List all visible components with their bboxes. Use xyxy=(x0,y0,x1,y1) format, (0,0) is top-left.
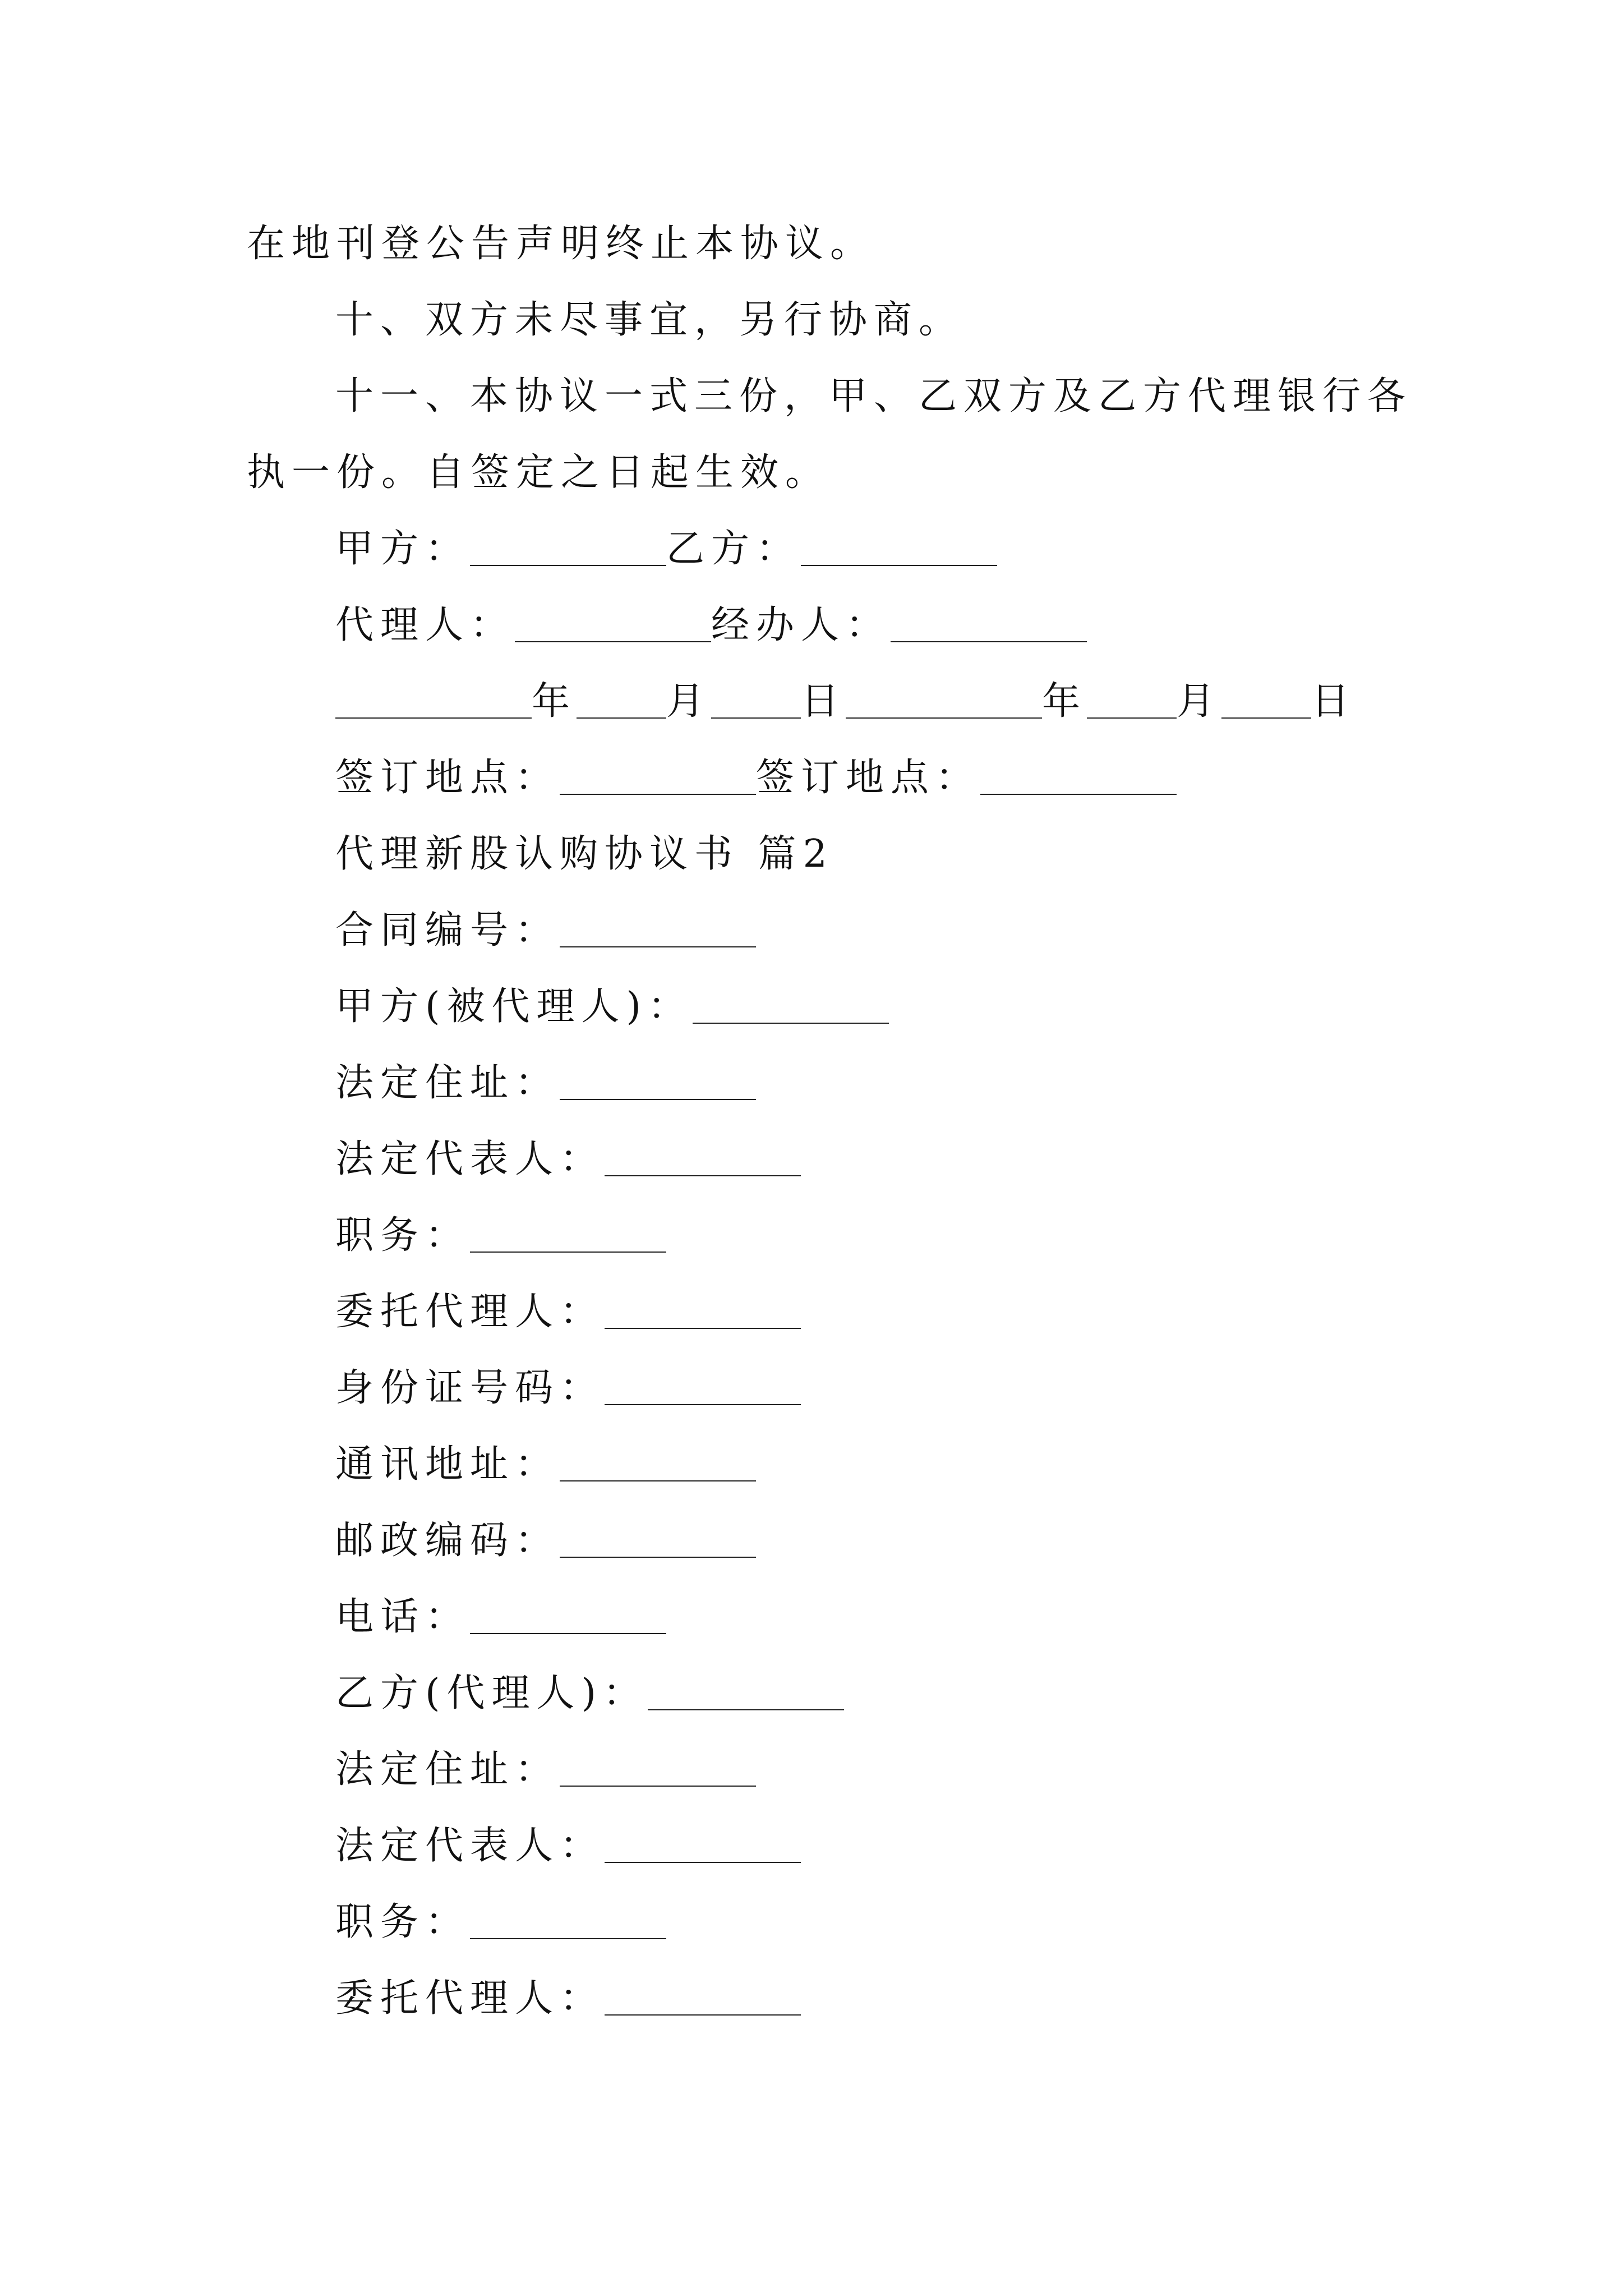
field-label: 乙方(代理人)： xyxy=(335,1671,648,1715)
month-label-a: 月 xyxy=(666,679,712,724)
field-blank xyxy=(648,1709,844,1710)
field-label: 职务： xyxy=(335,1900,471,1944)
paragraph-line: 十、双方未尽事宜，另行协商。 xyxy=(335,298,964,342)
field-label: 甲方(被代理人)： xyxy=(335,984,693,1029)
month-blank-a xyxy=(577,717,666,719)
place-b-label: 签订地点： xyxy=(756,756,981,800)
signature-row-agents xyxy=(335,595,1087,656)
field-label: 委托代理人： xyxy=(335,1290,605,1334)
field-label: 邮政编码： xyxy=(335,1519,560,1563)
signature-row-dates xyxy=(335,671,1356,733)
place-a-label: 签订地点： xyxy=(335,756,560,800)
agent-label: 代理人： xyxy=(335,603,515,647)
party-a-label: 甲方： xyxy=(335,527,471,571)
year-blank-a xyxy=(335,717,532,719)
paragraph-line: 十一、本协议一式三份，甲、乙双方及乙方代理银行各 xyxy=(335,374,1413,418)
field-party-a xyxy=(335,976,889,1038)
field-label: 合同编号： xyxy=(335,908,560,953)
field-id-number xyxy=(335,1358,801,1419)
field-label: 法定住址： xyxy=(335,1061,560,1105)
field-party-b xyxy=(335,1663,844,1724)
field-blank xyxy=(605,1404,801,1405)
month-blank-b xyxy=(1087,717,1177,719)
field-contract-number xyxy=(335,900,756,961)
signature-row-parties xyxy=(335,518,997,580)
field-blank xyxy=(560,1099,756,1100)
month-label-b: 月 xyxy=(1177,679,1222,724)
signature-row-places xyxy=(335,747,1177,809)
field-label: 身份证号码： xyxy=(335,1366,605,1410)
field-blank xyxy=(560,1557,756,1558)
day-label-b: 日 xyxy=(1311,679,1357,724)
field-legal-rep-a xyxy=(335,1129,801,1190)
field-authorized-agent-a xyxy=(335,1281,801,1343)
field-label: 通讯地址： xyxy=(335,1442,560,1487)
party-b-blank xyxy=(801,565,997,566)
section-title: 代理新股认购协议书 篇2 xyxy=(335,832,834,876)
field-label: 委托代理人： xyxy=(335,1976,605,2021)
field-position-a xyxy=(335,1205,666,1267)
field-position-b xyxy=(335,1892,666,1953)
agent-blank xyxy=(515,641,711,642)
field-legal-address-b xyxy=(335,1739,756,1801)
field-label: 电话： xyxy=(335,1595,471,1639)
party-a-blank xyxy=(470,565,666,566)
field-blank xyxy=(605,1328,801,1329)
field-blank xyxy=(605,1862,801,1863)
field-blank xyxy=(605,2014,801,2016)
field-label: 法定代表人： xyxy=(335,1824,605,1868)
field-label: 法定住址： xyxy=(335,1747,560,1792)
field-blank xyxy=(470,1251,666,1253)
field-mailing-address xyxy=(335,1434,756,1496)
field-blank xyxy=(560,1786,756,1787)
place-a-blank xyxy=(560,794,756,795)
field-authorized-agent-b xyxy=(335,1968,801,2030)
field-blank xyxy=(470,1633,666,1634)
field-legal-address-a xyxy=(335,1052,756,1114)
field-postal-code xyxy=(335,1510,756,1572)
field-blank xyxy=(693,1023,889,1024)
year-label-b: 年 xyxy=(1042,679,1087,724)
year-label-a: 年 xyxy=(532,679,577,724)
field-phone xyxy=(335,1586,666,1648)
day-label-a: 日 xyxy=(801,679,846,724)
place-b-blank xyxy=(980,794,1177,795)
field-label: 职务： xyxy=(335,1213,471,1258)
field-label: 法定代表人： xyxy=(335,1137,605,1181)
day-blank-b xyxy=(1221,717,1311,719)
field-legal-rep-b xyxy=(335,1815,801,1877)
field-blank xyxy=(560,946,756,947)
party-b-label: 乙方： xyxy=(666,527,801,571)
handler-blank xyxy=(891,641,1087,642)
day-blank-a xyxy=(711,717,801,719)
field-blank xyxy=(605,1175,801,1176)
field-blank xyxy=(470,1938,666,1939)
field-blank xyxy=(560,1480,756,1481)
handler-label: 经办人： xyxy=(711,603,891,647)
year-blank-b xyxy=(846,717,1042,719)
paragraph-line: 执一份。自签定之日起生效。 xyxy=(247,450,831,495)
paragraph-line: 在地刊登公告声明终止本协议。 xyxy=(247,222,875,266)
